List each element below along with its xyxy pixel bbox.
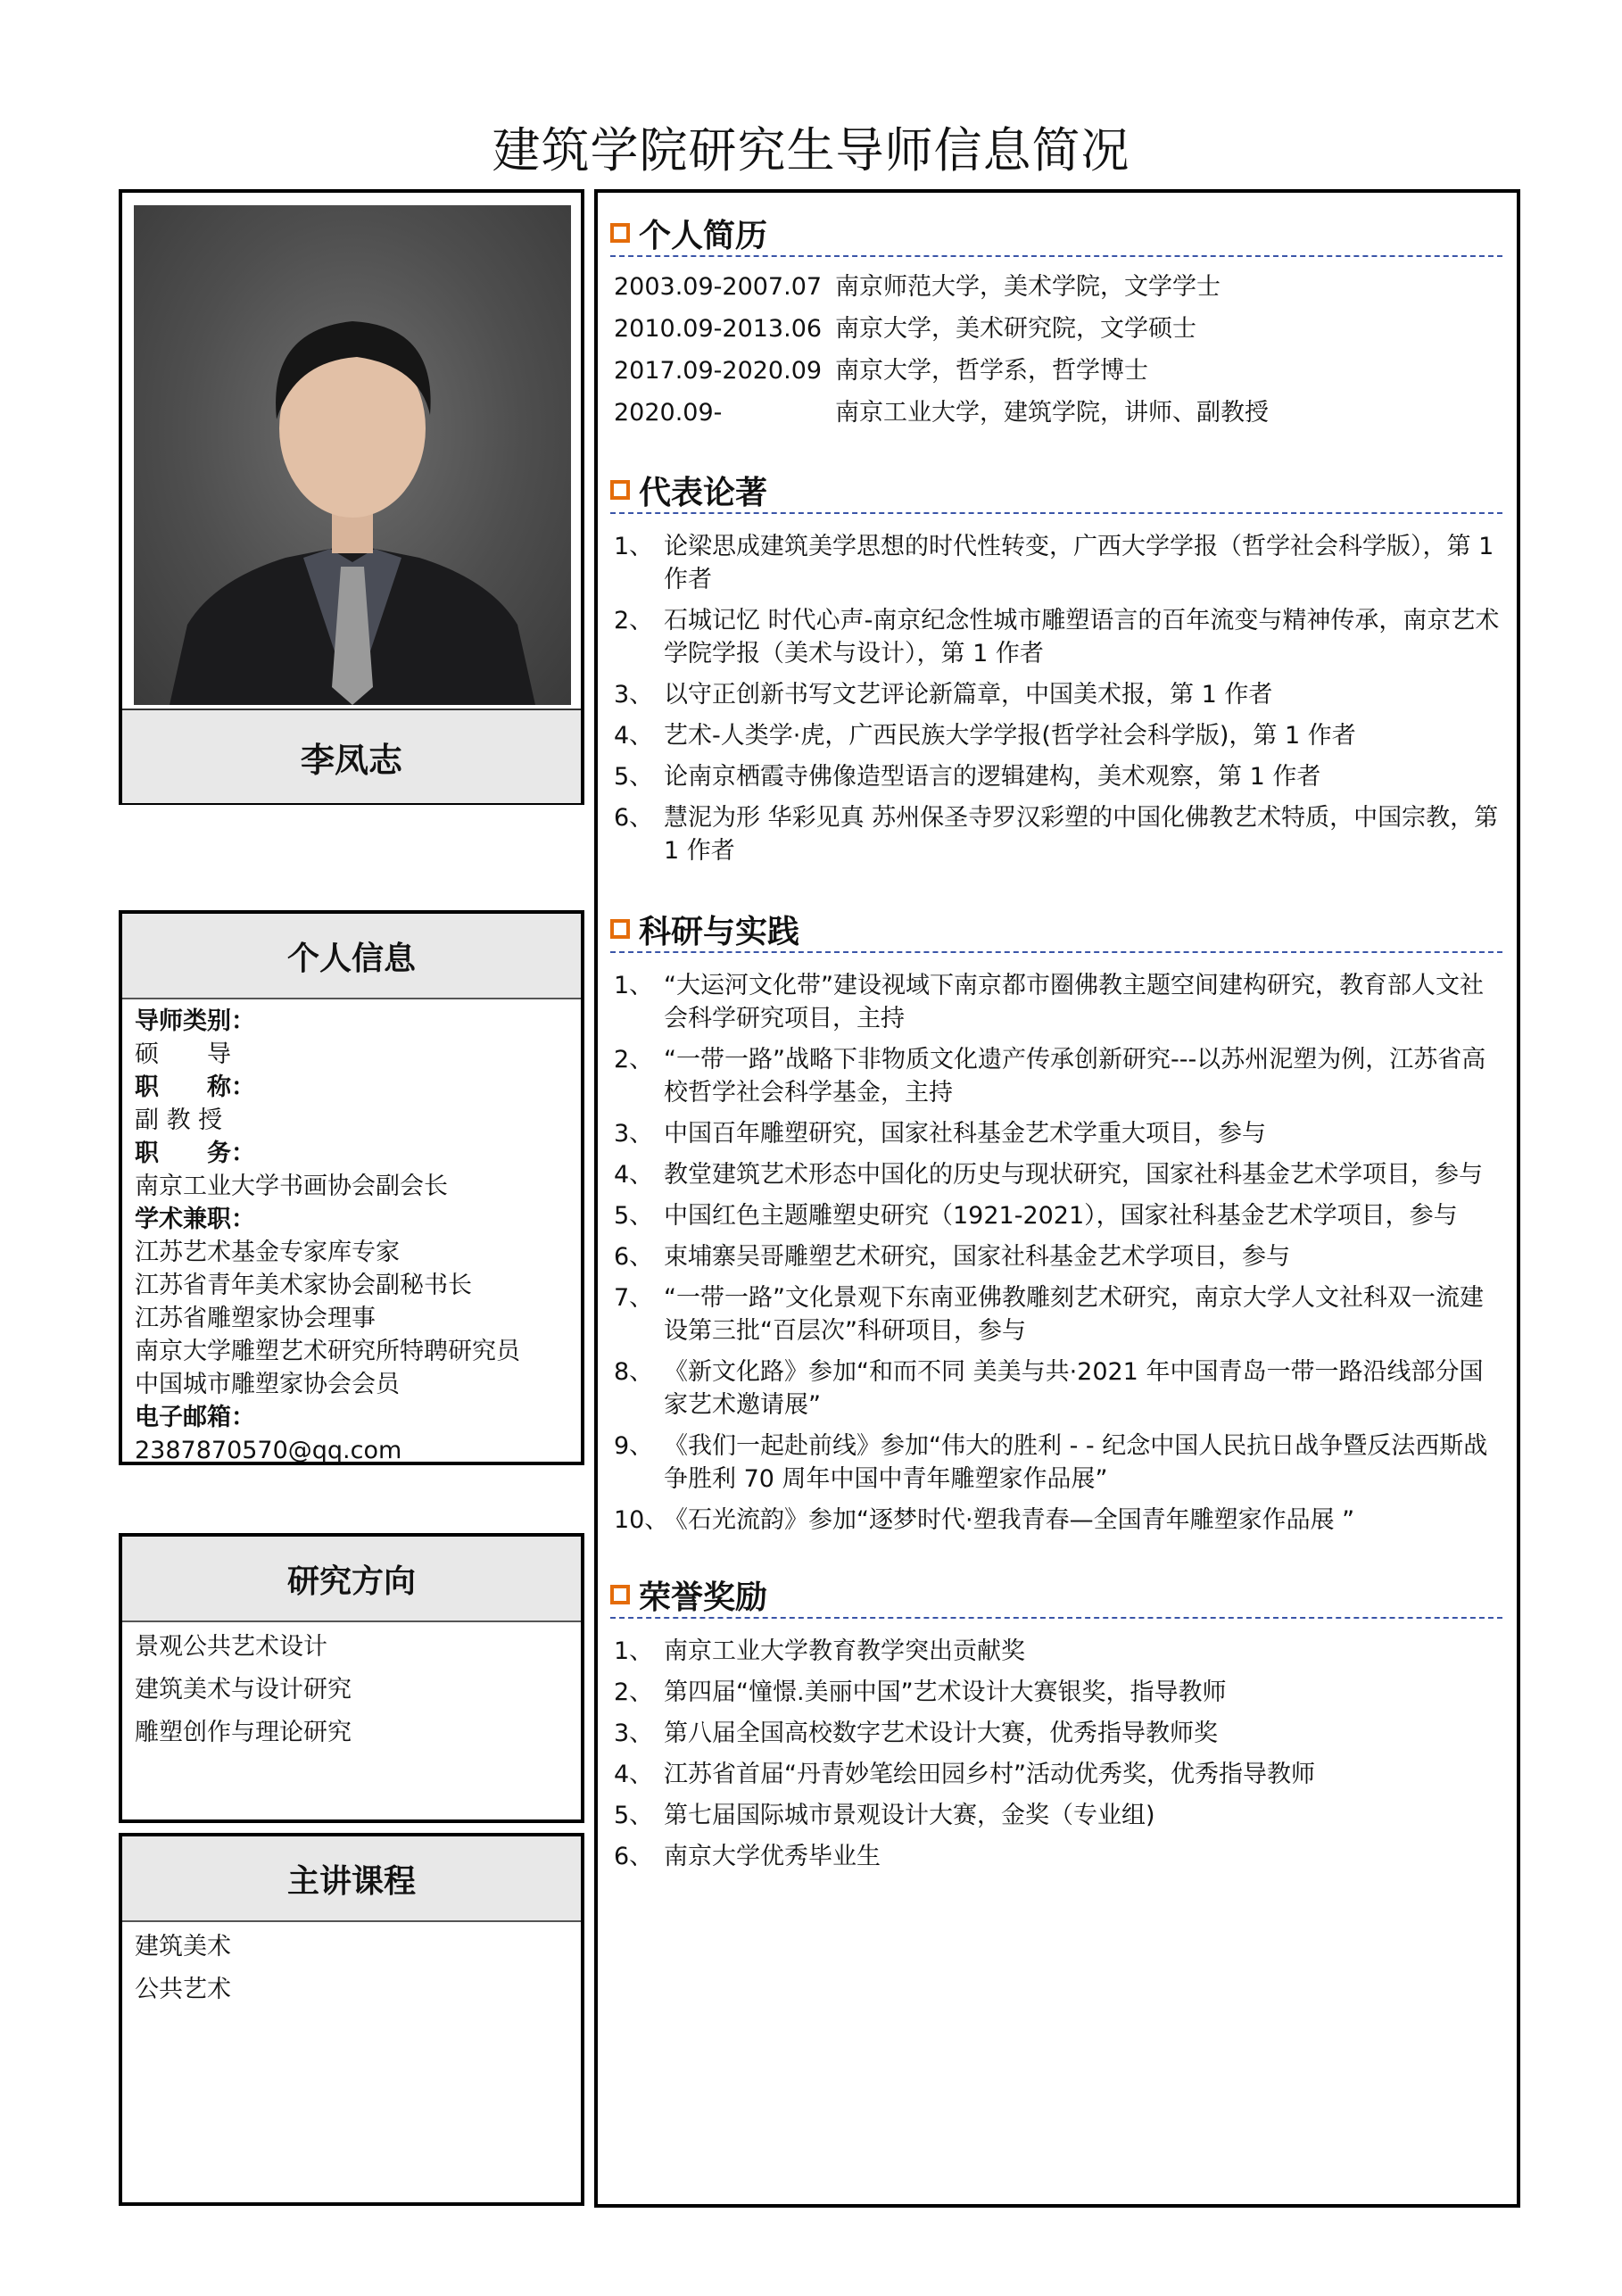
courses-list <box>122 1922 581 2017</box>
award-item: 6、 南京大学优秀毕业生 <box>614 1843 881 1870</box>
research-heading: 研究方向 <box>122 1537 581 1622</box>
field-value: 江苏省雕塑家协会理事 <box>135 1305 376 1332</box>
education-section <box>610 211 1502 434</box>
square-bullet-icon <box>610 919 630 939</box>
publication-item: 1、 论梁思成建筑美学思想的时代性转变，广西大学学报（哲学社会科学版），第 1 作者 <box>614 533 1494 593</box>
field-value: 南京大学雕塑艺术研究所特聘研究员 <box>135 1338 520 1365</box>
square-bullet-icon <box>610 480 630 500</box>
publications-heading: 代表论著 <box>639 474 768 511</box>
awards-heading: 荣誉奖励 <box>639 1579 768 1616</box>
field-value: 南京工业大学书画协会副会长 <box>135 1173 448 1200</box>
square-bullet-icon <box>610 223 630 243</box>
awards-header <box>610 1572 1502 1619</box>
award-item: 1、 南京工业大学教育教学突出贡献奖 <box>614 1637 1025 1665</box>
page-title: 建筑学院研究生导师信息简况 <box>492 122 1130 178</box>
project-item: 10、 《石光流韵》参加“逐梦时代·塑我青春—全国青年雕塑家作品展 ” <box>614 1506 1355 1534</box>
projects-section <box>610 907 1502 1545</box>
publication-item: 5、 论南京栖霞寺佛像造型语言的逻辑建构，美术观察，第 1 作者 <box>614 763 1321 791</box>
personal-info-body <box>122 999 581 1472</box>
field-value: 硕 导 <box>135 1040 231 1068</box>
field-value: 江苏省青年美术家协会副秘书长 <box>135 1272 472 1299</box>
research-item: 景观公共艺术设计 <box>135 1633 327 1661</box>
education-row: 2020.09- 南京工业大学，建筑学院，讲师、副教授 <box>614 399 1269 427</box>
award-item: 2、 第四届“憧憬.美丽中国”艺术设计大赛银奖，指导教师 <box>614 1678 1227 1706</box>
course-item: 建筑美术 <box>135 1933 231 1960</box>
research-list <box>122 1622 581 1760</box>
project-item: 5、 中国红色主题雕塑史研究（1921-2021），国家社科基金艺术学项目，参与 <box>614 1202 1458 1230</box>
field-value: 中国城市雕塑家协会会员 <box>135 1371 400 1398</box>
projects-header <box>610 907 1502 953</box>
project-item: 3、 中国百年雕塑研究，国家社科基金艺术学重大项目，参与 <box>614 1120 1266 1148</box>
courses-panel <box>119 1833 584 2206</box>
research-panel <box>119 1533 584 1823</box>
profile-card <box>119 189 584 805</box>
project-item: 8、 《新文化路》参加“和而不同 美美与共·2021 年中国青岛一带一路沿线部分国家艺术邀请展” <box>614 1358 1484 1419</box>
portrait-photo <box>134 205 571 705</box>
award-item: 4、 江苏省首届“丹青妙笔绘田园乡村”活动优秀奖，优秀指导教师 <box>614 1761 1315 1788</box>
main-panel <box>594 189 1520 2208</box>
publications-section <box>610 468 1502 875</box>
education-row: 2017.09-2020.09 南京大学，哲学系，哲学博士 <box>614 357 1148 385</box>
publication-item: 3、 以守正创新书写文艺评论新篇章，中国美术报，第 1 作者 <box>614 681 1273 709</box>
publication-item: 6、 慧泥为形 华彩见真 苏州保圣寺罗汉彩塑的中国化佛教艺术特质，中国宗教，第 1 作者 <box>614 804 1499 865</box>
education-row: 2010.09-2013.06 南京大学，美术研究院，文学硕士 <box>614 315 1196 343</box>
award-item: 5、 第七届国际城市景观设计大赛，金奖（专业组) <box>614 1802 1155 1829</box>
projects-heading: 科研与实践 <box>639 913 800 950</box>
field-label-email: 电子邮箱： <box>135 1404 255 1431</box>
project-item: 2、 “一带一路”战略下非物质文化遗产传承创新研究---以苏州泥塑为例，江苏省高校哲学社会科学基金，主持 <box>614 1046 1486 1107</box>
education-row: 2003.09-2007.07 南京师范大学，美术学院，文学学士 <box>614 273 1221 301</box>
square-bullet-icon <box>610 1585 630 1604</box>
award-item: 3、 第八届全国高校数字艺术设计大赛，优秀指导教师奖 <box>614 1720 1218 1747</box>
field-label-position: 职 务： <box>135 1140 255 1167</box>
publications-header <box>610 468 1502 514</box>
project-item: 1、 “大运河文化带”建设视域下南京都市圈佛教主题空间建构研究，教育部人文社会科学研究项目，主持 <box>614 972 1484 1032</box>
courses-heading: 主讲课程 <box>122 1836 581 1922</box>
publication-item: 4、 艺术-人类学·虎，广西民族大学学报(哲学社会科学版)，第 1 作者 <box>614 722 1356 750</box>
project-item: 6、 束埔寨吴哥雕塑艺术研究，国家社科基金艺术学项目，参与 <box>614 1243 1290 1271</box>
personal-info-heading: 个人信息 <box>122 914 581 999</box>
teacher-name: 李凤志 <box>122 709 581 803</box>
research-item: 雕塑创作与理论研究 <box>135 1719 352 1746</box>
project-item: 4、 教堂建筑艺术形态中国化的历史与现状研究，国家社科基金艺术学项目，参与 <box>614 1161 1483 1189</box>
awards-section <box>610 1572 1502 1881</box>
email-value: 2387870570@qq.com <box>135 1437 402 1464</box>
field-label-title: 职 称： <box>135 1073 255 1101</box>
field-label-academic: 学术兼职： <box>135 1206 255 1233</box>
project-item: 7、 “一带一路”文化景观下东南亚佛教雕刻艺术研究，南京大学人文社科双一流建设第三批“百层次”科研项目，参与 <box>614 1284 1484 1345</box>
field-label-type: 导师类别： <box>135 1007 255 1035</box>
publication-item: 2、 石城记忆 时代心声-南京纪念性城市雕塑语言的百年流变与精神传承，南京艺术学院学报（美术与设计），第 1 作者 <box>614 607 1500 667</box>
course-item: 公共艺术 <box>135 1976 231 2003</box>
research-item: 建筑美术与设计研究 <box>135 1676 352 1703</box>
personal-info-panel <box>119 910 584 1465</box>
field-value: 江苏艺术基金专家库专家 <box>135 1239 400 1266</box>
education-header <box>610 211 1502 257</box>
field-value: 副 教 授 <box>135 1107 223 1134</box>
education-heading: 个人简历 <box>639 217 768 254</box>
project-item: 9、 《我们一起赴前线》参加“伟大的胜利 - - 纪念中国人民抗日战争暨反法西斯战争胜利 70 周年中国中青年雕塑家作品展” <box>614 1432 1488 1493</box>
